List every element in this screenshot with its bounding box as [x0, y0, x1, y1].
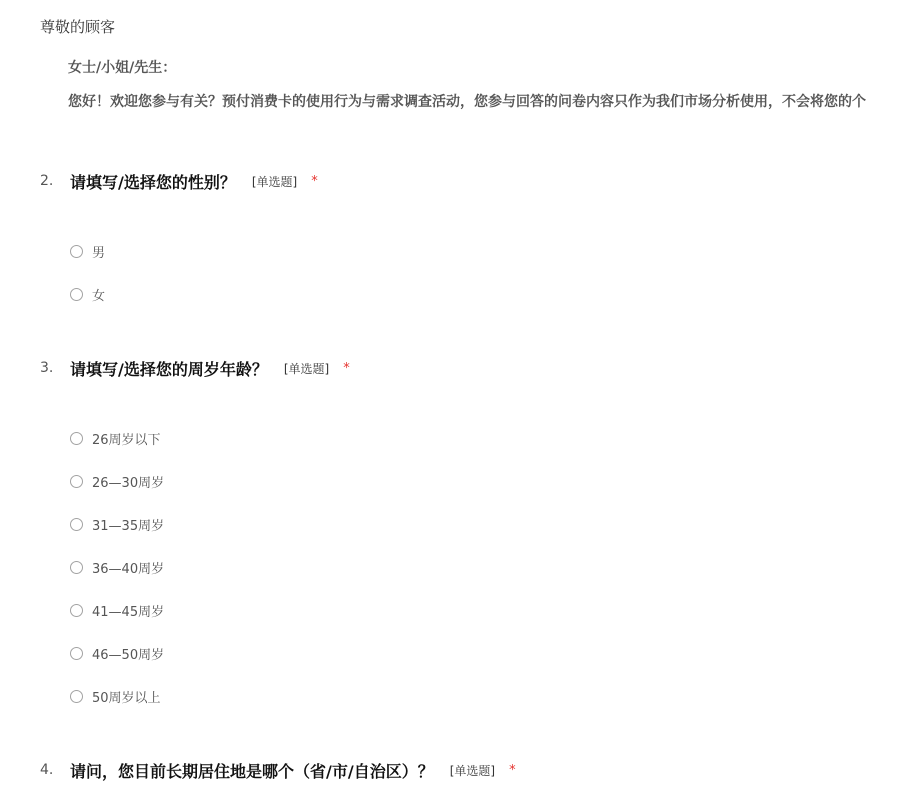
option-age-31-35[interactable]	[70, 514, 164, 534]
radio-unchecked-icon[interactable]	[70, 245, 83, 258]
radio-unchecked-icon[interactable]	[70, 432, 83, 445]
required-marker: *	[509, 762, 516, 778]
question-4-header	[40, 758, 516, 782]
question-3-header	[40, 356, 350, 380]
question-number: 3.	[40, 360, 54, 376]
question-number: 4.	[40, 762, 54, 778]
option-age-46-50[interactable]	[70, 643, 164, 663]
question-title: 请问，您目前长期居住地是哪个（省/市/自治区）？	[70, 761, 434, 781]
required-marker: *	[311, 173, 318, 189]
option-age-26-30[interactable]	[70, 471, 164, 491]
option-age-41-45[interactable]	[70, 600, 164, 620]
option-label: 26周岁以下	[92, 432, 161, 448]
option-label: 50周岁以上	[92, 690, 161, 706]
question-type: [单选题]	[283, 361, 330, 376]
radio-unchecked-icon[interactable]	[70, 288, 83, 301]
radio-unchecked-icon[interactable]	[70, 475, 83, 488]
option-label: 女	[92, 288, 106, 304]
option-label: 46—50周岁	[92, 647, 165, 663]
option-label: 31—35周岁	[92, 518, 165, 534]
question-title: 请填写/选择您的周岁年龄？	[70, 359, 268, 379]
question-type: [单选题]	[449, 763, 496, 778]
question-title: 请填写/选择您的性别？	[70, 172, 236, 192]
radio-unchecked-icon[interactable]	[70, 561, 83, 574]
option-label: 男	[92, 245, 106, 261]
radio-unchecked-icon[interactable]	[70, 604, 83, 617]
option-female[interactable]	[70, 284, 105, 304]
greeting: 尊敬的顾客	[40, 18, 116, 36]
option-age-under-26[interactable]	[70, 428, 161, 448]
radio-unchecked-icon[interactable]	[70, 647, 83, 660]
intro-text: 您好！欢迎您参与有关？预付消费卡的使用行为与需求调查活动，您参与回答的问卷内容只作为我们市场分析使用，不会将您的个	[68, 94, 866, 110]
required-marker: *	[343, 360, 350, 376]
option-male[interactable]	[70, 241, 105, 261]
option-label: 41—45周岁	[92, 604, 165, 620]
option-label: 36—40周岁	[92, 561, 165, 577]
radio-unchecked-icon[interactable]	[70, 690, 83, 703]
option-label: 26—30周岁	[92, 475, 165, 491]
salutation: 女士/小姐/先生：	[68, 60, 177, 76]
question-type: [单选题]	[251, 174, 298, 189]
option-age-over-50[interactable]	[70, 686, 161, 706]
option-age-36-40[interactable]	[70, 557, 164, 577]
question-2-header	[40, 169, 318, 193]
question-number: 2.	[40, 173, 54, 189]
radio-unchecked-icon[interactable]	[70, 518, 83, 531]
